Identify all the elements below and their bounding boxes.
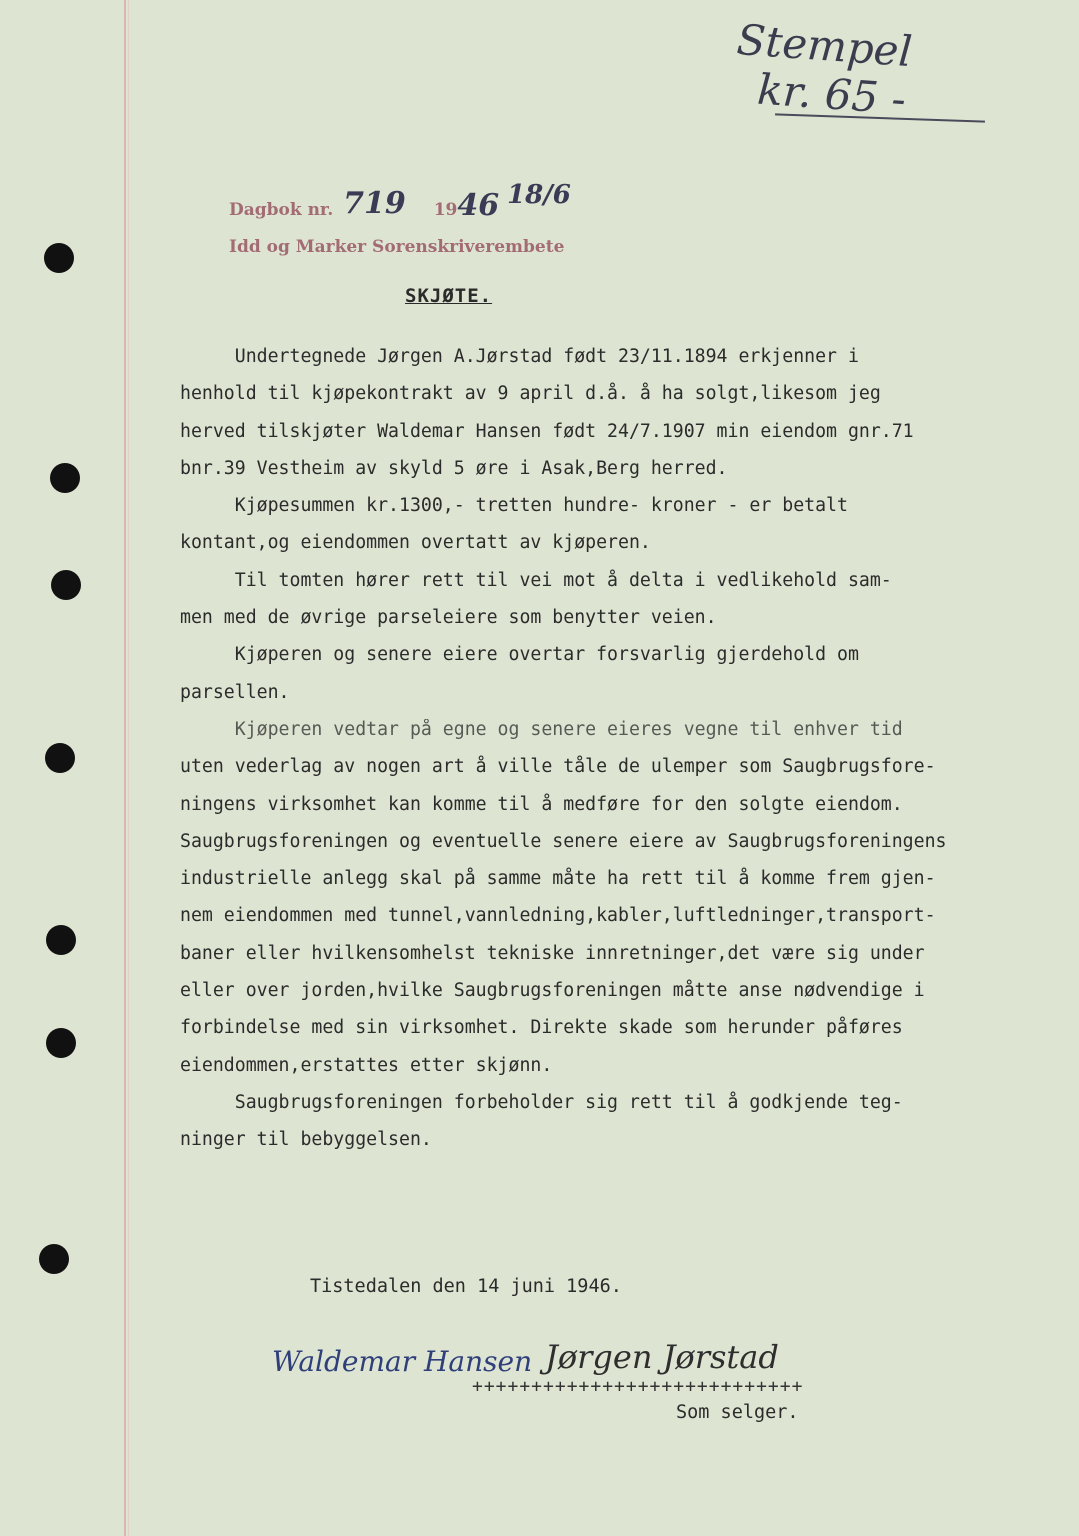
- registry-year-prefix: 19: [433, 200, 458, 220]
- document-title: SKJØTE.: [405, 285, 493, 307]
- body-line: Saugbrugsforeningen forbeholder sig rett til å godkjende teg-: [180, 1091, 903, 1113]
- registry-number: 719: [343, 186, 406, 221]
- body-line: eiendommen,erstattes etter skjønn.: [180, 1054, 553, 1076]
- body-line: parsellen.: [180, 681, 290, 703]
- body-line: uten vederlag av nogen art å ville tåle de ulemper som Saugbrugsfore-: [180, 756, 936, 778]
- body-line: eller over jorden,hvilke Saugbrugsforeningen måtte anse nødvendige i: [180, 980, 925, 1002]
- body-line: baner eller hvilkensomhelst tekniske innretninger,det være sig under: [180, 942, 925, 964]
- place-date: Tistedalen den 14 juni 1946.: [310, 1276, 622, 1297]
- registry-date: 18/6: [507, 180, 571, 210]
- deed-body: [180, 338, 1060, 1159]
- body-line: forbindelse med sin virksomhet. Direkte skade som herunder påføres: [180, 1017, 903, 1039]
- buyer-signature: Waldemar Hansen: [272, 1345, 533, 1378]
- signature-line: ++++++++++++++++++++++++++++: [472, 1376, 804, 1397]
- seller-signature: Jørgen Jørstad: [545, 1338, 779, 1376]
- punch-hole: [46, 1028, 76, 1058]
- margin-rule: [124, 0, 126, 1536]
- body-line: herved tilskjøter Waldemar Hansen født 24/7.1907 min eiendom gnr.71: [180, 420, 914, 442]
- stamp-fee-line1: Stempel: [735, 14, 914, 77]
- body-line: ninger til bebyggelsen.: [180, 1129, 432, 1151]
- registry-year: 46: [457, 188, 500, 223]
- punch-hole: [44, 243, 74, 273]
- punch-hole: [39, 1244, 69, 1274]
- body-line: Til tomten hører rett til vei mot å delta i vedlikehold sam-: [180, 569, 892, 591]
- stamp-fee-line2: kr. 65 -: [755, 64, 908, 124]
- registry-stamp: [229, 180, 571, 223]
- registry-label: Dagbok nr.: [229, 200, 334, 220]
- punch-hole: [50, 463, 80, 493]
- punch-hole: [45, 743, 75, 773]
- seller-role: Som selger.: [676, 1402, 799, 1423]
- registry-office: Idd og Marker Sorenskriverembete: [229, 237, 565, 257]
- body-line: bnr.39 Vestheim av skyld 5 øre i Asak,Berg herred.: [180, 457, 728, 479]
- body-line: Kjøpesummen kr.1300,- tretten hundre- kroner - er betalt: [180, 495, 848, 517]
- punch-hole: [46, 925, 76, 955]
- body-line: henhold til kjøpekontrakt av 9 april d.å. å ha solgt,likesom jeg: [180, 383, 881, 405]
- body-line: nem eiendommen med tunnel,vannledning,kabler,luftledninger,transport-: [180, 905, 936, 927]
- stamp-fee-note: [732, 16, 914, 124]
- margin-rule-shadow: [128, 0, 129, 1536]
- body-line: industrielle anlegg skal på samme måte ha rett til å komme frem gjen-: [180, 868, 936, 890]
- body-line: Saugbrugsforeningen og eventuelle senere eiere av Saugbrugsforeningens: [180, 830, 947, 852]
- body-line: Undertegnede Jørgen A.Jørstad født 23/11.1894 erkjenner i: [180, 346, 859, 367]
- body-line: kontant,og eiendommen overtatt av kjøperen.: [180, 532, 651, 554]
- body-line: ningens virksomhet kan komme til å medføre for den solgte eiendom.: [180, 793, 903, 815]
- body-line: Kjøperen og senere eiere overtar forsvarlig gjerdehold om: [180, 644, 859, 666]
- punch-hole: [51, 570, 81, 600]
- body-line: men med de øvrige parseleiere som benytter veien.: [180, 607, 717, 629]
- body-line: Kjøperen vedtar på egne og senere eieres vegne til enhver tid: [180, 718, 903, 740]
